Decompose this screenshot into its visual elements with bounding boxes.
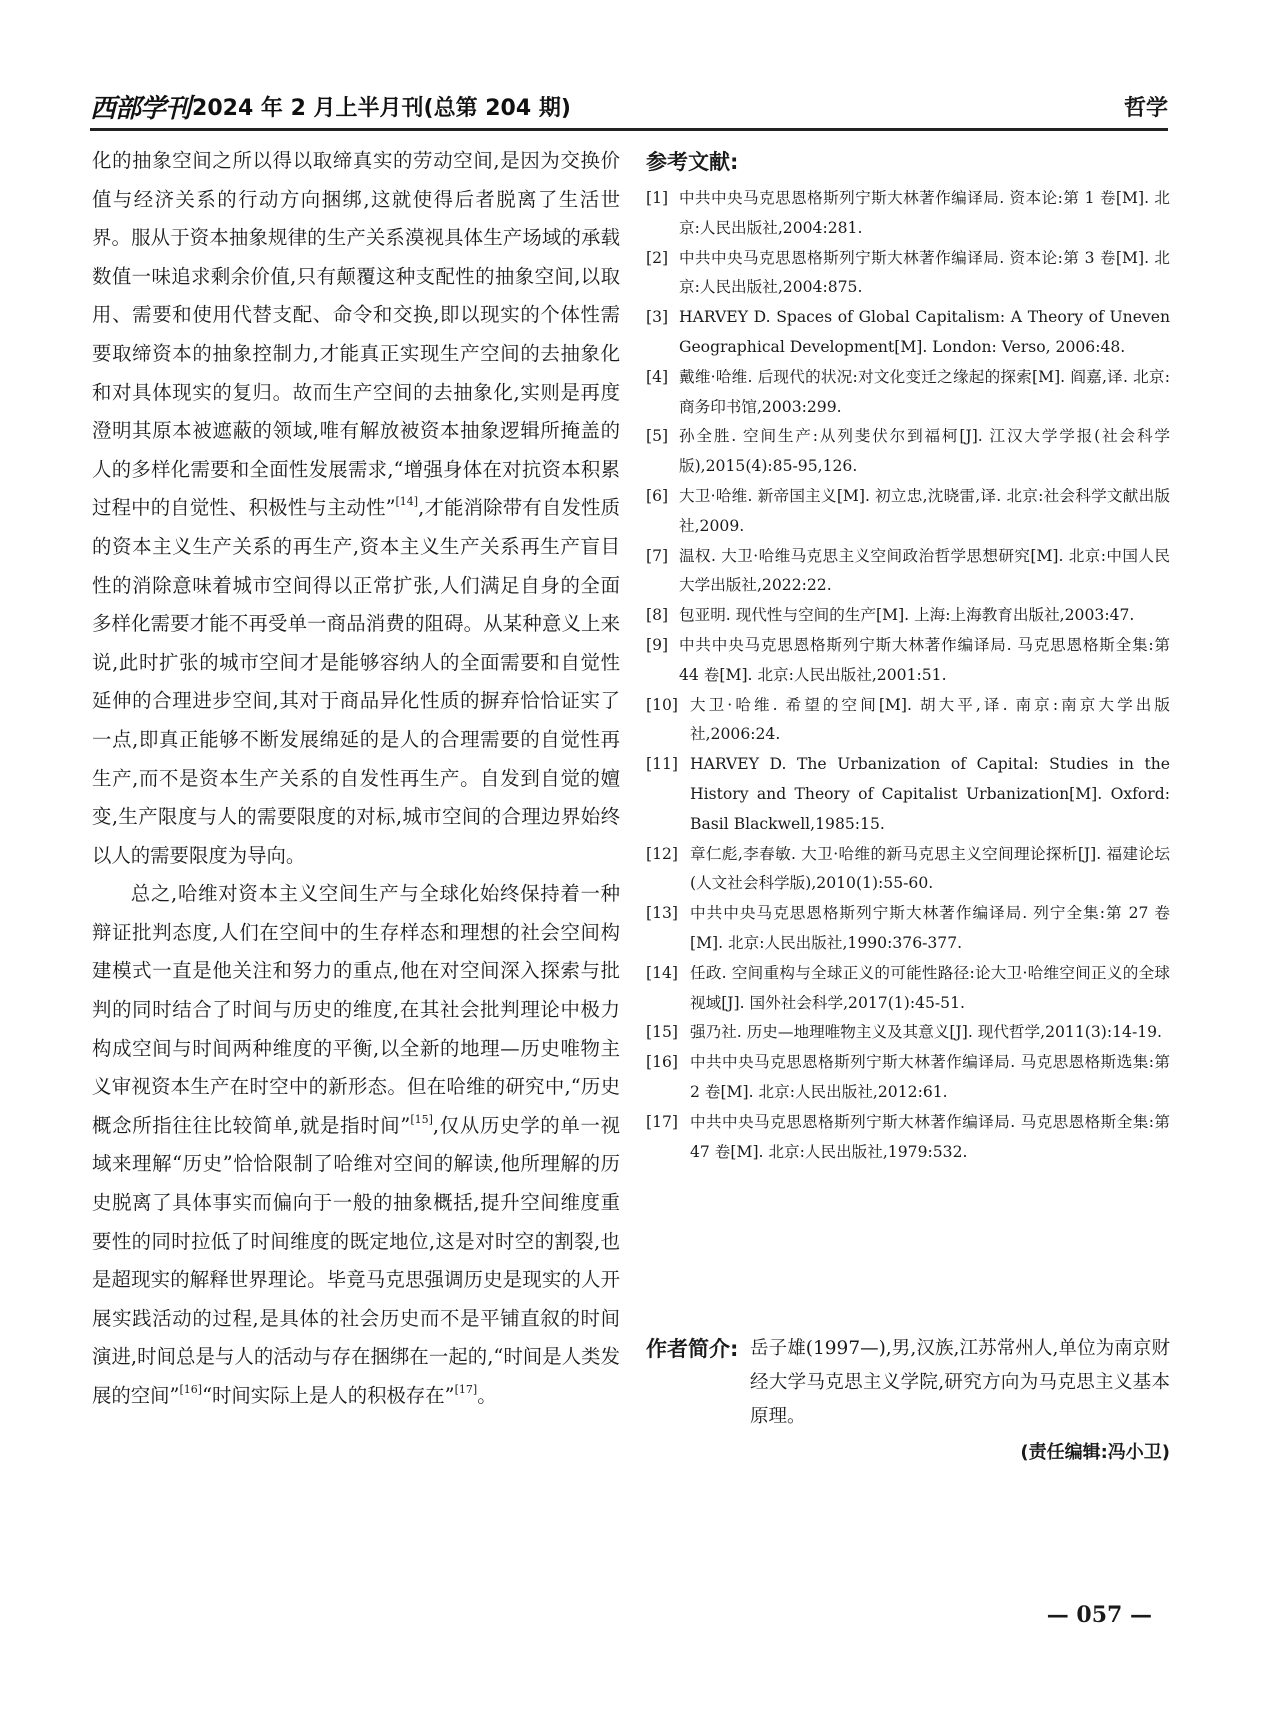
body-text-column bbox=[92, 142, 620, 1416]
issue-info: 2024 年 2 月上半月刊(总第 204 期) bbox=[192, 95, 571, 121]
page-number: — 057 — bbox=[1046, 1602, 1152, 1628]
responsible-editor: (责任编辑:冯小卫) bbox=[1020, 1442, 1170, 1463]
body-paragraph-1: 化的抽象空间之所以得以取缔真实的劳动空间,是因为交换价值与经济关系的行动方向捆绑,这就使得后者脱离了生活世界。服从于资本抽象规律的生产关系漠视具体生产场域的承载数值一味追求剩余价值,只有颠覆这种支配性的抽象空间,以取用、需要和使用代替支配、命令和交换,即以现实的个体性需要取缔资本的抽象控制力,才能真正实现生产空间的去抽象化和对具体现实的复归。故而生产空间的去抽象化,实则是再度澄明其原本被遮蔽的领域,唯有解放被资本抽象逻辑所掩盖的人的多样化需要和全面性发展需求,“增强身体在对抗资本积累过程中的自觉性、积极性与主动性”[14],才能消除带有自发性质的资本主义生产关系的再生产,资本主义生产关系再生产盲目性的消除意味着城市空间得以正常扩张,人们满足自身的全面多样化需要才能不再受单一商品消费的阻碍。从某种意义上来说,此时扩张的城市空间才是能够容纳人的全面需要和自觉性延伸的合理进步空间,其对于商品异化性质的摒弃恰恰证实了一点,即真正能够不断发展绵延的是人的合理需要的自觉性再生产,而不是资本生产关系的自发性再生产。自发到自觉的嬗变,生产限度与人的需要限度的对标,城市空间的合理边界始终以人的需要限度为导向。 bbox=[92, 149, 620, 867]
author-bio-text: 岳子雄(1997—),男,汉族,江苏常州人,单位为南京财经大学马克思主义学院,研究方向为马克思主义基本原理。 bbox=[750, 1338, 1170, 1427]
reference-item: [13] 中共中央马克思恩格斯列宁斯大林著作编译局. 列宁全集:第 27 卷[M]. 北京:人民出版社,1990:376-377. bbox=[646, 904, 1170, 952]
citation-marker: [17] bbox=[454, 1383, 478, 1396]
reference-item: [4] 戴维·哈维. 后现代的状况:对文化变迁之缘起的探索[M]. 阎嘉,译. 北京:商务印书馆,2003:299. bbox=[646, 367, 1170, 416]
reference-item: [15] 强乃社. 历史—地理唯物主义及其意义[J]. 现代哲学,2011(3):14-19. bbox=[646, 1023, 1163, 1042]
body-paragraph-2: 总之,哈维对资本主义空间生产与全球化始终保持着一种辩证批判态度,人们在空间中的生存样态和理想的社会空间构建模式一直是他关注和努力的重点,他在对空间深入探索与批判的同时结合了时间与历史的维度,在其社会批判理论中极力构成空间与时间两种维度的平衡,以全新的地理—历史唯物主义审视资本生产在时空中的新形态。但在哈维的研究中,“历史概念所指往往比较简单,就是指时间”[15],仅从历史学的单一视域来理解“历史”恰恰限制了哈维对空间的解读,他所理解的历史脱离了具体事实而偏向于一般的抽象概括,提升空间维度重要性的同时拉低了时间维度的既定地位,这是对时空的割裂,也是超现实的解释世界理论。毕竟马克思强调历史是现实的人开展实践活动的过程,是具体的社会历史而不是平铺直叙的时间演进,时间总是与人的活动与存在捆绑在一起的,“时间是人类发展的空间”[16]“时间实际上是人的积极存在”[17]。 bbox=[92, 882, 621, 1407]
reference-item: [3] HARVEY D. Spaces of Global Capitalism: A Theory of Uneven Geographical Development[M]. London: Verso, 2006:48. bbox=[646, 308, 1170, 356]
header-divider bbox=[90, 128, 1168, 131]
references-column bbox=[646, 142, 1170, 1167]
reference-item: [11] HARVEY D. The Urbanization of Capital: Studies in the History and Theory of Capitalist Urbanization[M]. Oxford: Basil Blackwell,1985:15. bbox=[646, 755, 1170, 833]
citation-marker: [15] bbox=[410, 1112, 433, 1126]
citation-marker: [16] bbox=[179, 1383, 203, 1396]
author-bio bbox=[646, 1332, 1170, 1434]
reference-item: [17] 中共中央马克思恩格斯列宁斯大林著作编译局. 马克思恩格斯全集:第 47 卷[M]. 北京:人民出版社,1979:532. bbox=[646, 1112, 1170, 1161]
reference-item: [1] 中共中央马克思恩格斯列宁斯大林著作编译局. 资本论:第 1 卷[M]. 北京:人民出版社,2004:281. bbox=[646, 189, 1170, 237]
reference-item: [2] 中共中央马克思恩格斯列宁斯大林著作编译局. 资本论:第 3 卷[M]. 北京:人民出版社,2004:875. bbox=[646, 248, 1170, 297]
reference-item: [6] 大卫·哈维. 新帝国主义[M]. 初立忠,沈晓雷,译. 北京:社会科学文献出版社,2009. bbox=[646, 486, 1170, 535]
reference-item: [16] 中共中央马克思恩格斯列宁斯大林著作编译局. 马克思恩格斯选集:第 2 卷[M]. 北京:人民出版社,2012:61. bbox=[646, 1053, 1170, 1101]
journal-masthead bbox=[90, 88, 571, 125]
reference-item: [8] 包亚明. 现代性与空间的生产[M]. 上海:上海教育出版社,2003:47. bbox=[646, 606, 1135, 625]
reference-item: [7] 温权. 大卫·哈维马克思主义空间政治哲学思想研究[M]. 北京:中国人民大学出版社,2022:22. bbox=[646, 546, 1170, 595]
reference-list bbox=[646, 184, 1170, 1167]
reference-item: [9] 中共中央马克思恩格斯列宁斯大林著作编译局. 马克思恩格斯全集:第 44 卷[M]. 北京:人民出版社,2001:51. bbox=[646, 635, 1170, 684]
page-header bbox=[90, 88, 1168, 124]
section-label: 哲学 bbox=[1123, 95, 1168, 121]
journal-logo: 西部学刊 bbox=[90, 93, 191, 124]
reference-item: [10] 大卫·哈维. 希望的空间[M]. 胡大平,译. 南京:南京大学出版社,2006:24. bbox=[646, 695, 1170, 744]
citation-marker: [14] bbox=[395, 495, 419, 509]
reference-item: [12] 章仁彪,李春敏. 大卫·哈维的新马克思主义空间理论探析[J]. 福建论坛(人文社会科学版),2010(1):55-60. bbox=[646, 844, 1170, 893]
reference-item: [14] 任政. 空间重构与全球正义的可能性路径:论大卫·哈维空间正义的全球视域[J]. 国外社会科学,2017(1):45-51. bbox=[646, 963, 1170, 1012]
author-bio-label: 作者简介: bbox=[646, 1337, 739, 1361]
reference-item: [5] 孙全胜. 空间生产:从列斐伏尔到福柯[J]. 江汉大学学报(社会科学版),2015(4):85-95,126. bbox=[646, 427, 1170, 476]
references-heading: 参考文献: bbox=[646, 150, 739, 174]
